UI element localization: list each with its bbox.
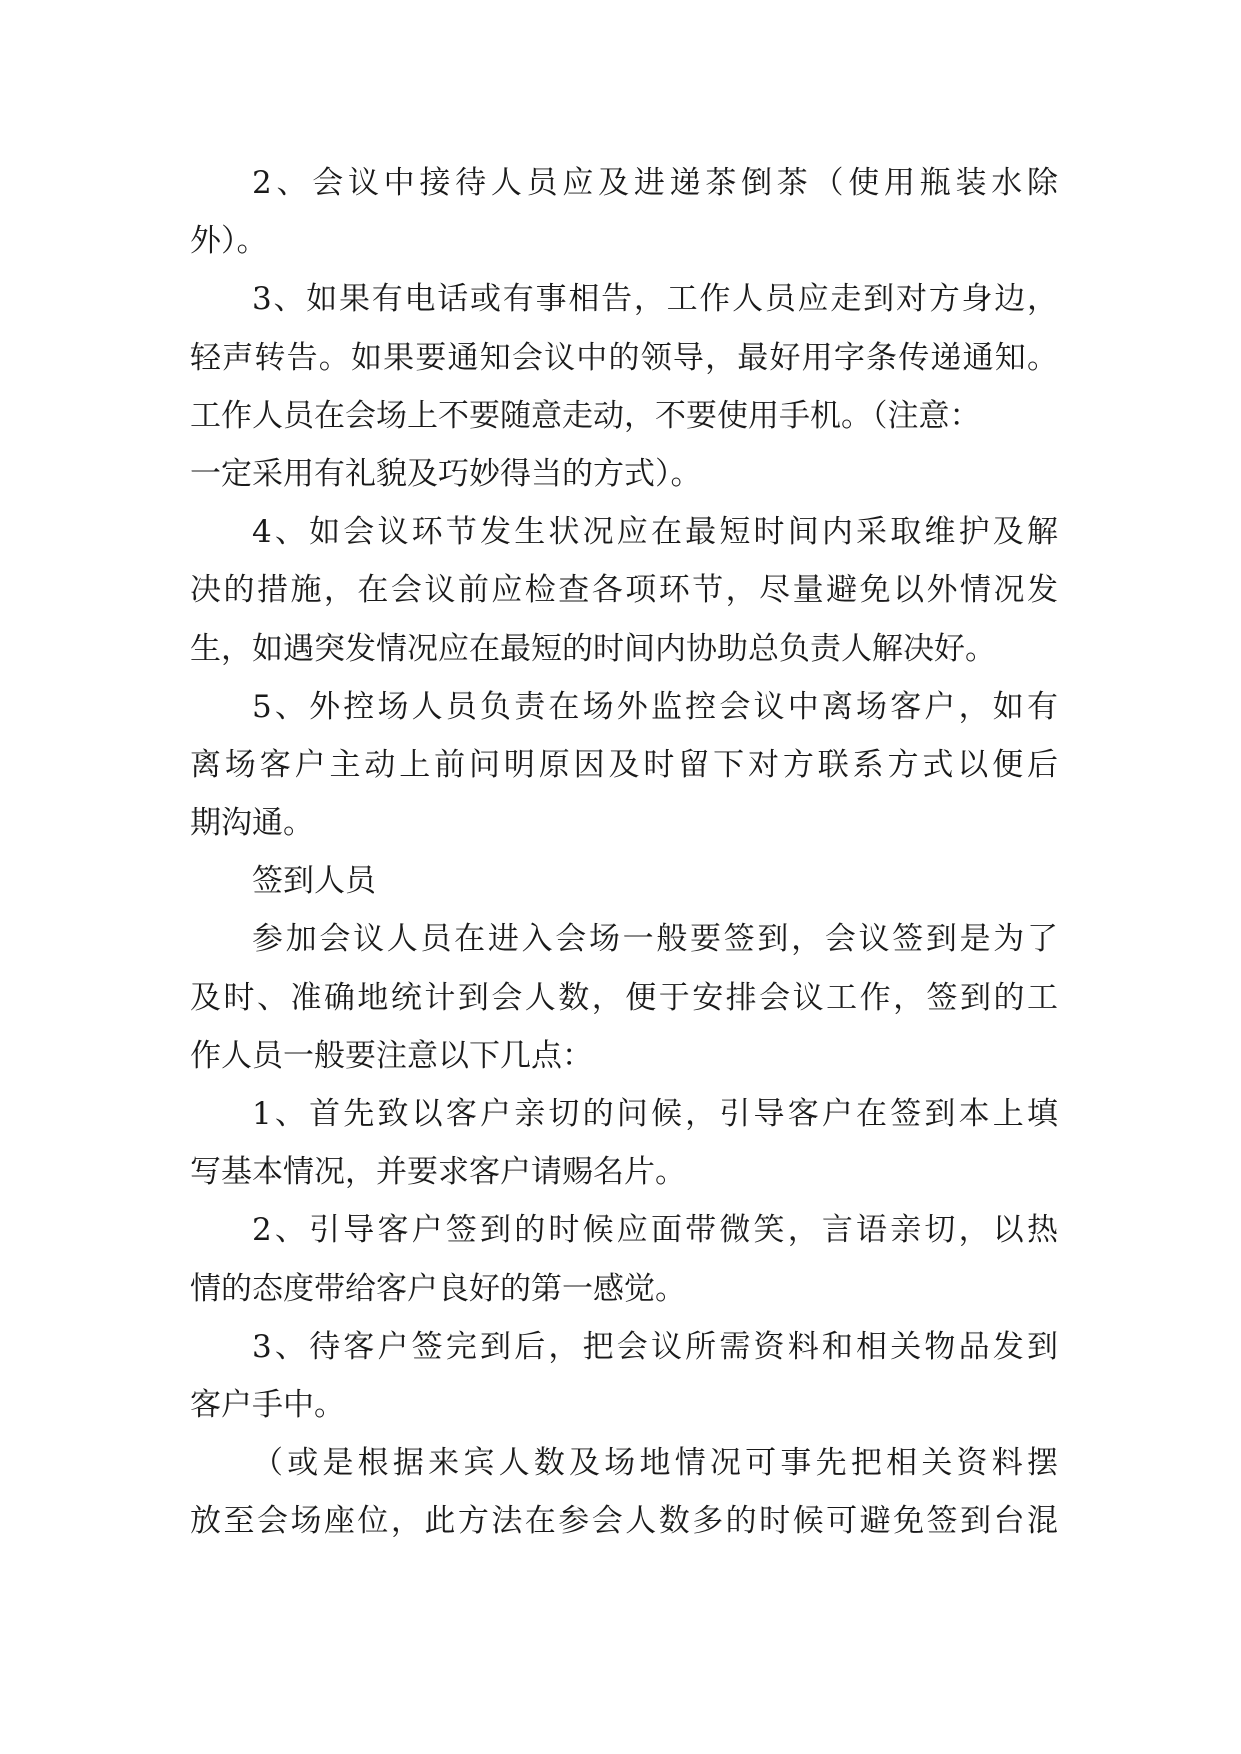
paragraph <box>190 270 1058 503</box>
text-line: 及时、准确地统计到会人数，便于安排会议工作，签到的工 <box>190 979 1058 1016</box>
document-body <box>190 154 1058 1551</box>
text-line: 写基本情况，并要求客户请赐名片。 <box>190 1154 686 1191</box>
text-line: 作人员一般要注意以下几点： <box>190 1037 593 1074</box>
text-line: 情的态度带给客户良好的第一感觉。 <box>190 1270 686 1307</box>
text-line: 2、引导客户签到的时候应面带微笑，言语亲切，以热 <box>252 1212 1058 1249</box>
paragraph <box>190 1201 1058 1317</box>
text-line: 3、如果有电话或有事相告，工作人员应走到对方身边， <box>252 281 1058 318</box>
paragraph <box>190 852 1058 910</box>
section-heading: 签到人员 <box>252 863 376 900</box>
text-line: 客户手中。 <box>190 1386 345 1423</box>
paragraph <box>190 503 1058 678</box>
paragraph <box>190 1085 1058 1201</box>
text-line: 1、首先致以客户亲切的问候，引导客户在签到本上填 <box>252 1096 1058 1132</box>
text-line: 5、外控场人员负责在场外监控会议中离场客户，如有 <box>252 688 1058 725</box>
text-line: 一定采用有礼貌及巧妙得当的方式）。 <box>190 455 702 492</box>
text-line: 参加会议人员在进入会场一般要签到，会议签到是为了 <box>252 921 1058 958</box>
text-line: 决的措施，在会议前应检查各项环节，尽量避免以外情况发 <box>190 572 1058 609</box>
text-line: （或是根据来宾人数及场地情况可事先把相关资料摆 <box>252 1445 1058 1482</box>
paragraph <box>190 1318 1058 1434</box>
text-line: 生，如遇突发情况应在最短的时间内协助总负责人解决好。 <box>190 630 996 667</box>
text-line: 工作人员在会场上不要随意走动，不要使用手机。（注意： <box>190 397 981 434</box>
paragraph <box>190 678 1058 853</box>
text-line: 放至会场座位，此方法在参会人数多的时候可避免签到台混 <box>190 1503 1058 1540</box>
text-line: 3、待客户签完到后，把会议所需资料和相关物品发到 <box>252 1328 1058 1365</box>
paragraph <box>190 1434 1058 1550</box>
text-line: 期沟通。 <box>190 805 314 842</box>
paragraph <box>190 154 1058 270</box>
text-line: 外）。 <box>190 223 268 260</box>
paragraph <box>190 910 1058 1085</box>
text-line: 2、会议中接待人员应及进递茶倒茶（使用瓶装水除 <box>252 165 1058 201</box>
text-line: 4、如会议环节发生状况应在最短时间内采取维护及解 <box>252 514 1058 551</box>
text-line: 轻声转告。如果要通知会议中的领导，最好用字条传递通知。 <box>190 339 1058 376</box>
text-line: 离场客户主动上前问明原因及时留下对方联系方式以便后 <box>190 746 1058 783</box>
